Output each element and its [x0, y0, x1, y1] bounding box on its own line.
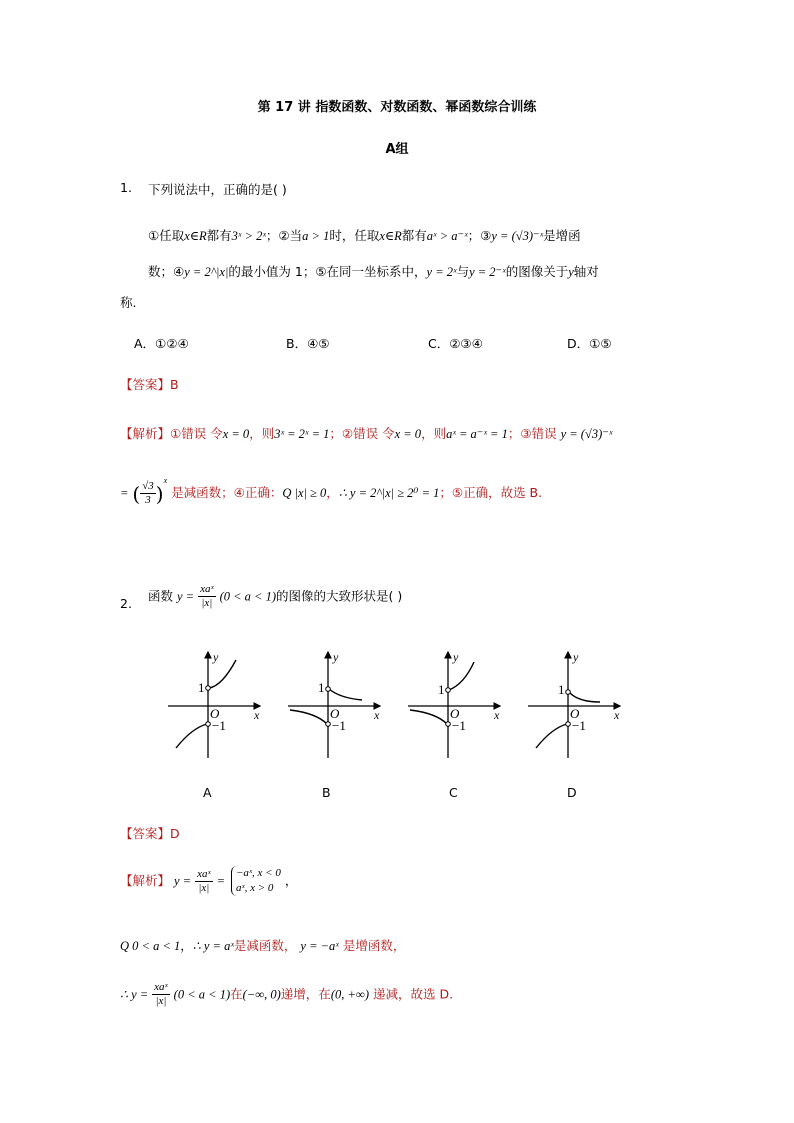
- q2-a3b: 在: [230, 986, 243, 1002]
- graph-a-neg-one-label: −1: [212, 718, 226, 733]
- q2-a3-fraction: [152, 982, 170, 1007]
- q2-stem-num: xaˣ: [200, 583, 214, 595]
- graph-d-neg-one-label: −1: [572, 718, 586, 733]
- q1-a2-paren-close: ): [155, 481, 164, 506]
- graph-b-left-curve: [290, 710, 327, 724]
- q1-a1a: ①错误 令: [170, 426, 223, 441]
- q2-a1-piecewise: [231, 866, 281, 896]
- q1-l1k: ；③: [467, 228, 492, 243]
- q1-a2c: Q |x| ≥ 0: [282, 486, 327, 500]
- graph-c-right-curve: [449, 662, 474, 690]
- q1-a1c: ，则: [249, 426, 275, 441]
- q1-a2-paren-open: (: [132, 481, 141, 506]
- graph-a: [168, 650, 260, 758]
- graph-d: [528, 650, 620, 758]
- graph-a-y-label: y: [213, 650, 219, 664]
- graph-a-origin-label: O: [210, 706, 220, 721]
- q2-a1-case1: −aˣ, x < 0: [236, 867, 281, 879]
- q2-a1-num: xaˣ: [197, 867, 211, 880]
- q1-l1l: y = (√3)⁻ˣ: [491, 229, 544, 243]
- q1-l1i: 都有: [401, 228, 427, 243]
- graph-b-right-curve: [329, 689, 362, 700]
- page-title: 第 17 讲 指数函数、对数函数、幂函数综合训练: [257, 100, 537, 115]
- q2-a3c: (−∞, 0): [242, 987, 281, 1002]
- graph-b-origin-label: O: [330, 706, 340, 721]
- graph-d-y-label: y: [573, 650, 579, 664]
- graph-a-x-label: x: [254, 708, 260, 722]
- q2-stem-a: 函数: [148, 588, 174, 604]
- q1-analysis-label: 【解析】: [120, 426, 171, 441]
- graph-c-x-label: x: [494, 708, 500, 722]
- q2-a2e: y = −aˣ: [300, 939, 339, 953]
- q1-l2i: 轴对: [573, 264, 599, 279]
- q2-a3-num: xaˣ: [154, 981, 168, 993]
- q2-a1-end: ，: [284, 872, 298, 888]
- q1-l2g: 的图像关于: [505, 264, 569, 279]
- q1-analysis-line1: [120, 424, 612, 442]
- graph-b: [288, 650, 380, 758]
- graph-b-x-label: x: [374, 708, 380, 722]
- q1-l2h: y: [568, 265, 574, 279]
- graph-b-neg-one-label: −1: [332, 718, 346, 733]
- graph-c-caption: C: [449, 785, 458, 800]
- q2-analysis-line3: [120, 982, 453, 1007]
- q2-graphs: [160, 648, 640, 766]
- graph-d-one-label: 1: [558, 682, 565, 697]
- q1-l1d: 3ˣ > 2ˣ: [231, 229, 266, 243]
- q1-l1j: aˣ > a⁻ˣ: [426, 229, 468, 243]
- q1-stem: 下列说法中，正确的是( ): [148, 182, 287, 197]
- q1-l2d: y = 2ˣ: [426, 265, 457, 279]
- graph-b-caption: B: [322, 785, 331, 800]
- q2-a2b: ，: [180, 938, 193, 953]
- graph-a-open-point-top: [206, 686, 211, 691]
- q1-a1f: x = 0: [394, 427, 422, 441]
- q1-a2d: ，: [326, 485, 339, 500]
- graph-a-one-label: 1: [198, 680, 205, 695]
- q1-l1f: a > 1: [302, 229, 330, 243]
- q2-a1-den: |x|: [198, 881, 210, 894]
- q2-number: 2.: [120, 596, 132, 611]
- graph-c-neg-one-label: −1: [452, 718, 466, 733]
- q2-stem-b: 的图像的大致形状是( ): [276, 588, 403, 604]
- q2-a2c: ∴ y = aˣ: [192, 939, 234, 953]
- q2-a1-eq: =: [216, 873, 226, 888]
- q1-a2b: 是减函数；④正确：: [171, 485, 283, 500]
- group-label: A组: [385, 142, 409, 157]
- q2-a2d: 是减函数，: [233, 938, 297, 953]
- q1-a2-exp: x: [163, 476, 168, 485]
- graph-a-open-point-bottom: [206, 722, 211, 727]
- graph-b-one-label: 1: [318, 680, 325, 695]
- q1-l1m: 是增函: [543, 228, 581, 243]
- graph-b-open-point-bottom: [326, 722, 331, 727]
- graph-c-open-point-top: [446, 688, 451, 693]
- graph-a-left-curve: [176, 724, 207, 748]
- q2-a3-den: |x|: [155, 995, 167, 1007]
- graph-c-one-label: 1: [438, 682, 445, 697]
- graph-c-left-curve: [410, 710, 447, 724]
- q1-a2-fraction: [140, 481, 156, 506]
- graph-d-caption: D: [567, 785, 577, 800]
- q1-a1h: aˣ = a⁻ˣ = 1: [446, 427, 508, 441]
- q1-a1d: 3ˣ = 2ˣ = 1: [274, 427, 330, 441]
- q1-option-b: B．④⑤: [286, 336, 330, 351]
- q2-a3a: ∴ y =: [120, 987, 149, 1002]
- graph-a-caption: A: [203, 785, 212, 800]
- q2-analysis-line1: [120, 866, 297, 896]
- q2-a1-case2: aˣ, x > 0: [236, 882, 274, 894]
- graph-d-open-point-top: [566, 690, 571, 695]
- q1-l1g: 时，任取: [329, 228, 380, 243]
- q2-a3-cond: (0 < a < 1): [173, 987, 231, 1002]
- q1-a2f: ；⑤正确，故选 B.: [439, 485, 543, 500]
- graph-d-x-label: x: [614, 708, 620, 722]
- q1-l1e: ；②当: [265, 228, 303, 243]
- q1-a1i: ；③错误: [507, 426, 557, 441]
- q2-stem: [148, 584, 402, 609]
- q2-analysis-line2: [120, 936, 405, 954]
- q2-a2f: 是增函数，: [342, 938, 406, 953]
- q1-a1g: ，则: [421, 426, 447, 441]
- graph-b-open-point-top: [326, 687, 331, 692]
- q1-l2f: y = 2⁻ˣ: [469, 265, 506, 279]
- q1-a2a: =: [120, 486, 129, 500]
- q1-statement-line3: 称.: [120, 295, 137, 310]
- q1-a1b: x = 0: [222, 427, 250, 441]
- q2-a3d: 递增，在: [280, 986, 331, 1002]
- q1-l1h: x∈R: [379, 229, 402, 243]
- graph-a-right-curve: [209, 660, 236, 688]
- q2-a2a: Q 0 < a < 1: [120, 939, 181, 953]
- q1-l2c: 的最小值为 1；⑤在同一坐标系中，: [228, 264, 427, 279]
- q1-a2-den: 3: [145, 494, 151, 506]
- q1-a1e: ；②错误 令: [329, 426, 395, 441]
- graph-c-open-point-bottom: [446, 722, 451, 727]
- q2-stem-cond: (0 < a < 1): [219, 589, 277, 604]
- q1-option-c: C．②③④: [428, 336, 483, 351]
- q1-answer: 【答案】B: [120, 377, 179, 392]
- q1-l2b: y = 2^|x|: [184, 265, 229, 279]
- q1-l1b: x∈R: [184, 229, 207, 243]
- graph-c-y-label: y: [453, 650, 459, 664]
- q1-statement-line2: [148, 262, 599, 280]
- q1-l2e: 与: [456, 264, 470, 279]
- graph-d-right-curve: [569, 692, 600, 702]
- q1-a1j: y = (√3)⁻ˣ: [560, 427, 613, 441]
- q2-stem-den: |x|: [201, 597, 213, 609]
- q1-a2e: ∴ y = 2^|x| ≥ 2⁰ = 1: [338, 486, 440, 500]
- q1-statement-line1: [148, 226, 581, 244]
- graph-b-y-label: y: [333, 650, 339, 664]
- q1-a2-num: √3: [142, 480, 154, 492]
- q2-a3e: (0, +∞): [330, 987, 369, 1002]
- graph-d-origin-label: O: [570, 706, 580, 721]
- q1-l1a: ①任取: [148, 228, 185, 243]
- q2-a1-fraction: [195, 869, 213, 894]
- graph-c: [408, 650, 500, 758]
- graph-d-open-point-bottom: [566, 722, 571, 727]
- q1-number: 1.: [120, 180, 132, 195]
- q1-option-a: A．①②④: [134, 336, 189, 351]
- graph-d-left-curve: [536, 724, 567, 748]
- q2-a1-y: y =: [174, 873, 192, 888]
- q1-l2a: 数；④: [148, 264, 185, 279]
- graph-c-origin-label: O: [450, 706, 460, 721]
- q2-stem-fraction: [198, 584, 216, 609]
- q2-answer: 【答案】D: [120, 826, 180, 841]
- q1-l1c: 都有: [206, 228, 232, 243]
- q2-a3f: 递减，故选 D.: [372, 986, 454, 1002]
- q2-analysis-label: 【解析】: [120, 872, 171, 888]
- q1-option-d: D．①⑤: [567, 336, 612, 351]
- q1-analysis-line2: [120, 476, 542, 506]
- q2-stem-y: y =: [177, 589, 195, 604]
